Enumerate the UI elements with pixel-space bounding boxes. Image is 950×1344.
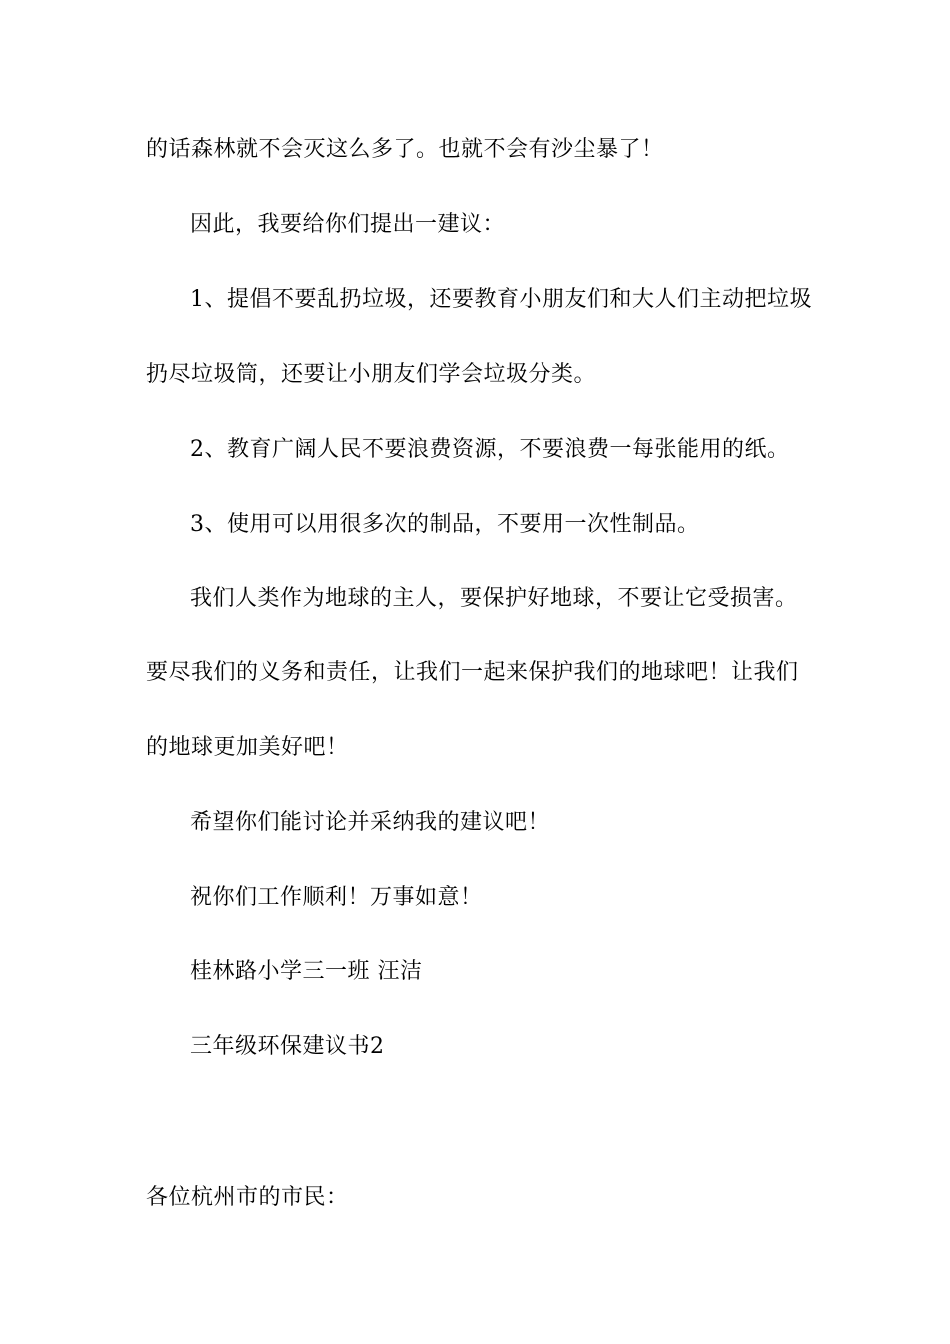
salutation-line: 各位杭州市的市民：	[146, 1185, 349, 1210]
paragraph-line: 要尽我们的义务和责任，让我们一起来保护我们的地球吧！让我们	[146, 660, 799, 685]
section-title: 三年级环保建议书2	[190, 1034, 385, 1059]
signature-line: 桂林路小学三一班 汪洁	[190, 959, 423, 984]
paragraph-line: 3、使用可以用很多次的制品，不要用一次性制品。	[190, 512, 700, 537]
paragraph-line: 我们人类作为地球的主人，要保护好地球，不要让它受损害。	[190, 586, 798, 611]
paragraph-line: 2、教育广阔人民不要浪费资源，不要浪费一每张能用的纸。	[190, 437, 790, 462]
paragraph-line: 1、提倡不要乱扔垃圾，还要教育小朋友们和大人们主动把垃圾	[190, 287, 812, 312]
paragraph-line: 的地球更加美好吧！	[146, 735, 349, 760]
paragraph-line: 的话森林就不会灭这么多了。也就不会有沙尘暴了！	[146, 137, 664, 162]
paragraph-line: 因此，我要给你们提出一建议：	[190, 212, 506, 237]
paragraph-line: 扔尽垃圾筒，还要让小朋友们学会垃圾分类。	[146, 362, 597, 387]
paragraph-line: 希望你们能讨论并采纳我的建议吧！	[190, 810, 551, 835]
paragraph-line: 祝你们工作顺利！万事如意！	[190, 885, 483, 910]
